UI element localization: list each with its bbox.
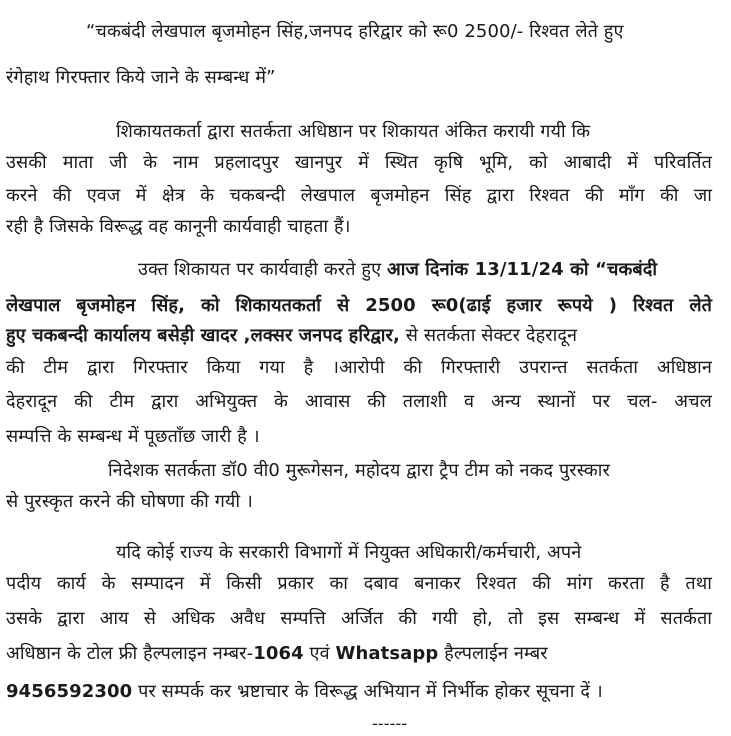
subject-line-1: “चकबंदी लेखपाल बृजमोहन सिंह,जनपद हरिद्वार को रू0 2500/- रिश्वत लेते हुए — [86, 21, 624, 42]
para4-line-5 — [6, 680, 603, 704]
para4-line-4 — [6, 642, 548, 666]
para2-line-6: सम्पत्ति के सम्बन्ध में पूछताँछ जारी है । — [6, 426, 260, 447]
para2-line-3-normal: से सतर्कता सेक्टर देहरादून — [399, 325, 578, 346]
para2-line-1-normal: उक्त शिकायत पर कार्यवाही करते हुए — [138, 259, 387, 280]
subject-line-2: रंगेहाथ गिरफ्तार किये जाने के सम्बन्ध में” — [6, 67, 276, 88]
para2-line-4: की टीम द्वारा गिरफ्तार किया गया है ।आरोपी की गिरफ्तारी उपरान्त सतर्कता अधिष्ठान — [6, 357, 712, 378]
para4-line-4-end: हैल्पलाईन नम्बर — [438, 643, 548, 664]
para2-line-5: देहरादून की टीम द्वारा अभियुक्त के आवास की तलाशी व अन्य स्थानों पर चल- अचल — [6, 391, 712, 412]
para2-line-3 — [6, 324, 577, 348]
para3-line-1: निदेशक सतर्कता डॉ0 वी0 मुरूगेसन, महोदय द्वारा ट्रैप टीम को नकद पुरस्कार — [108, 460, 610, 481]
para2-line-3-bold: हुए चकबन्दी कार्यालय बसेड़ी खादर ,लक्सर जनपद हरिद्वार, — [6, 325, 400, 346]
whatsapp-label: Whatsapp — [335, 643, 439, 664]
tollfree-number: 1064 — [253, 643, 304, 664]
para2-line-1 — [138, 258, 657, 282]
para2-line-1-bold: आज दिनांक 13/11/24 को “चकबंदी — [386, 259, 658, 280]
whatsapp-number: 9456592300 — [6, 681, 133, 702]
para4-line-4-and: एवं — [303, 643, 336, 664]
para3-line-2: से पुरस्कृत करने की घोषणा की गयी । — [6, 491, 253, 512]
para1-line-3: करने की एवज में क्षेत्र के चकबन्दी लेखपाल बृजमोहन सिंह द्वारा रिश्वत की माँग की जा — [6, 185, 712, 206]
para4-line-4-text: अधिष्ठान के टोल फ्री हैल्पलाइन नम्बर- — [6, 643, 254, 664]
para1-line-1: शिकायतकर्ता द्वारा सतर्कता अधिष्ठान पर शिकायत अंकित करायी गयी कि — [116, 121, 591, 142]
para4-line-3: उसके द्वारा आय से अधिक अवैध सम्पत्ति अर्जित की गयी हो, तो इस सम्बन्ध में सतर्कता — [6, 608, 712, 629]
para1-line-4: रही है जिसके विरूद्ध वह कानूनी कार्यवाही चाहता हैं। — [6, 216, 351, 237]
para4-line-1: यदि कोई राज्य के सरकारी विभागों में नियुक्त अधिकारी/कर्मचारी, अपने — [116, 542, 582, 563]
para4-line-2: पदीय कार्य के सम्पादन में किसी प्रकार का दबाव बनाकर रिश्वत की मांग करता है तथा — [6, 573, 712, 594]
para4-line-5-text: पर सम्पर्क कर भ्रष्टाचार के विरूद्ध अभियान में निर्भीक होकर सूचना दें । — [132, 681, 603, 702]
para1-line-2: उसकी माता जी के नाम प्रहलादपुर खानपुर में स्थित कृषि भूमि, को आबादी में परिवर्तित — [6, 152, 712, 173]
closing-dashes: ------ — [372, 714, 408, 733]
para2-line-2: लेखपाल बृजमोहन सिंह, को शिकायतकर्ता से 2500 रू0(ढाई हजार रूपये ) रिश्वत लेते — [6, 295, 712, 316]
